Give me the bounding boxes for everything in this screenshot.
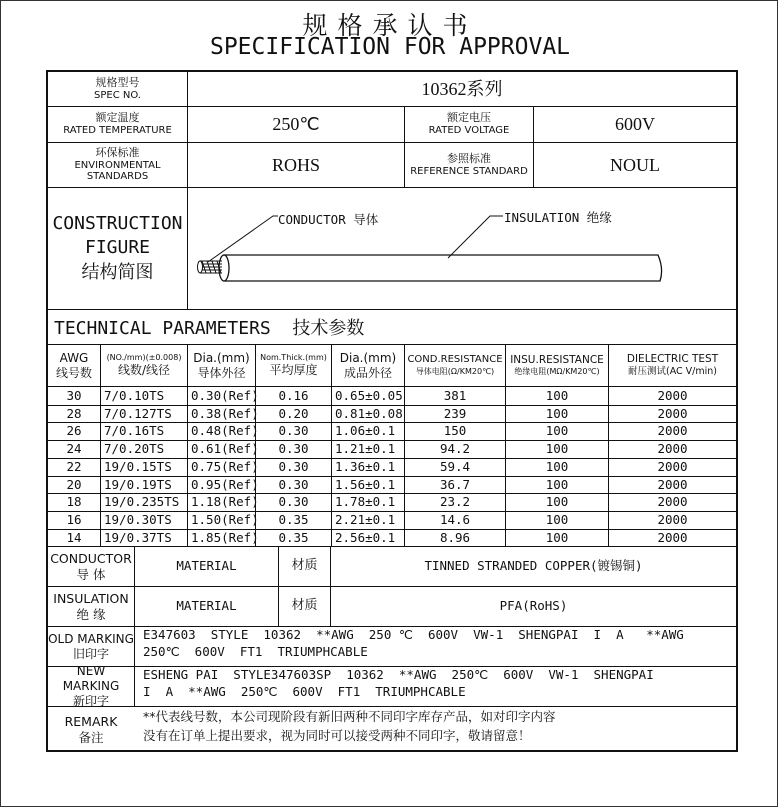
table-cell-insu: 100 <box>545 440 569 456</box>
reference-standard-value: NOUL <box>610 154 660 175</box>
table-cell-insu: 100 <box>545 387 569 403</box>
rated-voltage-label: 额定电压 RATED VOLTAGE <box>428 111 510 137</box>
table-cell-insu: 100 <box>545 458 569 474</box>
insulation-end <box>219 255 229 281</box>
table-cell-diel: 2000 <box>657 405 688 421</box>
table-cell-awg: 30 <box>66 387 82 403</box>
table-cell-od: 1.21±0.1 <box>335 440 396 456</box>
table-cell-dia: 0.38(Ref) <box>191 405 259 421</box>
conductor-callout: CONDUCTOR 导体 <box>278 212 379 227</box>
table-cell-strand: 19/0.30TS <box>104 511 172 527</box>
table-cell-diel: 2000 <box>657 440 688 456</box>
header-insulation-resistance: INSU.RESISTANCE 绝缘电阻(MΩ/KM20℃) <box>510 353 604 377</box>
table-cell-dia: 0.30(Ref) <box>191 387 259 403</box>
table-cell-diel: 2000 <box>657 422 688 438</box>
table-cell-thick: 0.30 <box>278 440 309 456</box>
table-cell-awg: 16 <box>66 511 82 527</box>
conductor-material-value: TINNED STRANDED COPPER(镀锡铜) <box>424 558 643 574</box>
rated-voltage-value: 600V <box>615 114 655 135</box>
table-cell-diel: 2000 <box>657 529 688 545</box>
table-cell-awg: 26 <box>66 422 82 438</box>
table-cell-thick: 0.35 <box>278 511 309 527</box>
remark-text: **代表线号数，本公司现阶段有新旧两种不同印字库存产品，如对印字内容 没有在订单上提出要求，视为同时可以接受两种不同印字，敬请留意！ <box>143 709 556 744</box>
header-outer-dia: Dia.(mm) 成品外径 <box>339 350 397 380</box>
specification-sheet <box>46 70 738 752</box>
table-cell-od: 1.78±0.1 <box>335 493 396 509</box>
new-marking-label: NEW MARKING 新印字 <box>62 664 120 708</box>
table-cell-cond: 14.6 <box>439 511 471 527</box>
table-cell-diel: 2000 <box>657 476 688 492</box>
table-cell-thick: 0.30 <box>278 458 309 474</box>
spec-no-label: 规格型号 SPEC NO. <box>94 75 141 101</box>
header-nominal-thickness: Nom.Thick.(mm) 平均厚度 <box>260 353 327 377</box>
environmental-standards-value: ROHS <box>271 154 320 175</box>
table-cell-dia: 1.18(Ref) <box>191 493 259 509</box>
table-cell-dia: 0.75(Ref) <box>191 458 259 474</box>
insulation-material-label: MATERIAL <box>176 598 237 614</box>
conductor-material-zh: 材质 <box>291 558 318 574</box>
table-cell-od: 2.56±0.1 <box>335 529 396 545</box>
title-english: SPECIFICATION FOR APPROVAL <box>209 34 571 60</box>
insulation-callout: INSULATION 绝缘 <box>504 210 612 225</box>
table-cell-strand: 19/0.15TS <box>104 458 172 474</box>
header-strand: (NO./mm)(±0.008) 线数/线径 <box>106 353 182 377</box>
table-cell-insu: 100 <box>545 405 569 421</box>
table-cell-od: 0.81±0.08 <box>335 405 403 421</box>
table-cell-strand: 7/0.127TS <box>104 405 172 421</box>
table-cell-cond: 381 <box>443 387 467 403</box>
construction-figure-title: CONSTRUCTION FIGURE 结构简图 <box>52 213 183 283</box>
table-cell-od: 1.06±0.1 <box>335 422 396 438</box>
header-dielectric-test: DIELECTRIC TEST 耐压测试(AC V/min) <box>626 353 719 378</box>
table-cell-strand: 7/0.16TS <box>104 422 165 438</box>
old-marking-label: OLD MARKING 旧印字 <box>48 631 134 661</box>
insulation-section-label: INSULATION 绝 缘 <box>53 590 129 622</box>
new-marking-text: ESHENG PAI STYLE347603SP 10362 **AWG 250℃ 600V VW-1 SHENGPAI I A **AWG 250℃ 600V FT1 TRIUMPHCABLE <box>143 667 654 699</box>
table-cell-diel: 2000 <box>657 458 688 474</box>
table-cell-strand: 7/0.10TS <box>104 387 165 403</box>
conductor-section-label: CONDUCTOR 导 体 <box>50 550 132 582</box>
table-cell-cond: 239 <box>443 405 467 421</box>
table-cell-diel: 2000 <box>657 493 688 509</box>
table-cell-awg: 22 <box>66 458 82 474</box>
table-cell-thick: 0.16 <box>278 387 309 403</box>
reference-standard-label: 参照标准 REFERENCE STANDARD <box>410 151 528 177</box>
table-cell-thick: 0.30 <box>278 422 309 438</box>
insulation-material-zh: 材质 <box>291 598 318 614</box>
old-marking-text: E347603 STYLE 10362 **AWG 250 ℃ 600V VW-1 SHENGPAI I A **AWG 250℃ 600V FT1 TRIUMPHCABLE <box>143 627 684 659</box>
table-cell-diel: 2000 <box>657 387 688 403</box>
cable-construction-drawing <box>188 188 736 308</box>
table-cell-insu: 100 <box>545 476 569 492</box>
insulation-material-value: PFA(RoHS) <box>499 598 568 614</box>
table-cell-thick: 0.35 <box>278 529 309 545</box>
table-cell-dia: 1.85(Ref) <box>191 529 259 545</box>
table-cell-cond: 8.96 <box>439 529 471 545</box>
table-cell-thick: 0.30 <box>278 476 309 492</box>
table-cell-strand: 19/0.19TS <box>104 476 172 492</box>
table-cell-awg: 14 <box>66 529 82 545</box>
remark-label: REMARK 备注 <box>64 713 118 745</box>
rated-temperature-value: 250℃ <box>272 114 320 135</box>
environmental-standards-label: 环保标准 ENVIRONMENTAL STANDARDS <box>74 146 161 183</box>
spec-no-value: 10362系列 <box>421 78 503 99</box>
table-cell-cond: 23.2 <box>439 493 471 509</box>
table-cell-strand: 19/0.37TS <box>104 529 172 545</box>
header-conductor-resistance: COND.RESISTANCE 导体电阻(Ω/KM20℃) <box>407 354 503 376</box>
table-cell-awg: 28 <box>66 405 82 421</box>
rated-temperature-label: 额定温度 RATED TEMPERATURE <box>63 111 172 137</box>
table-cell-od: 1.56±0.1 <box>335 476 396 492</box>
table-cell-strand: 7/0.20TS <box>104 440 165 456</box>
table-cell-dia: 1.50(Ref) <box>191 511 259 527</box>
table-cell-strand: 19/0.235TS <box>104 493 180 509</box>
table-cell-dia: 0.61(Ref) <box>191 440 259 456</box>
table-cell-awg: 24 <box>66 440 82 456</box>
table-cell-thick: 0.20 <box>278 405 309 421</box>
table-cell-od: 1.36±0.1 <box>335 458 396 474</box>
header-conductor-dia: Dia.(mm) 导体外径 <box>193 350 250 380</box>
table-cell-cond: 36.7 <box>439 476 471 492</box>
technical-parameters-title: TECHNICAL PARAMETERS 技术参数 <box>54 318 365 339</box>
table-cell-diel: 2000 <box>657 511 688 527</box>
table-cell-insu: 100 <box>545 529 569 545</box>
table-cell-cond: 59.4 <box>439 458 471 474</box>
table-cell-thick: 0.30 <box>278 493 309 509</box>
insulation-leader <box>448 216 503 258</box>
insulation-jacket <box>224 255 662 281</box>
table-cell-awg: 20 <box>66 476 82 492</box>
title-chinese: 规格承认书 <box>302 11 478 40</box>
table-cell-insu: 100 <box>545 511 569 527</box>
table-cell-od: 2.21±0.1 <box>335 511 396 527</box>
table-cell-cond: 94.2 <box>439 440 471 456</box>
table-cell-awg: 18 <box>66 493 82 509</box>
table-cell-dia: 0.95(Ref) <box>191 476 259 492</box>
table-cell-cond: 150 <box>443 422 467 438</box>
table-cell-od: 0.65±0.05 <box>335 387 403 403</box>
header-awg: AWG 线号数 <box>55 350 92 380</box>
conductor-material-label: MATERIAL <box>176 558 237 574</box>
table-cell-insu: 100 <box>545 422 569 438</box>
table-cell-insu: 100 <box>545 493 569 509</box>
table-cell-dia: 0.48(Ref) <box>191 422 259 438</box>
